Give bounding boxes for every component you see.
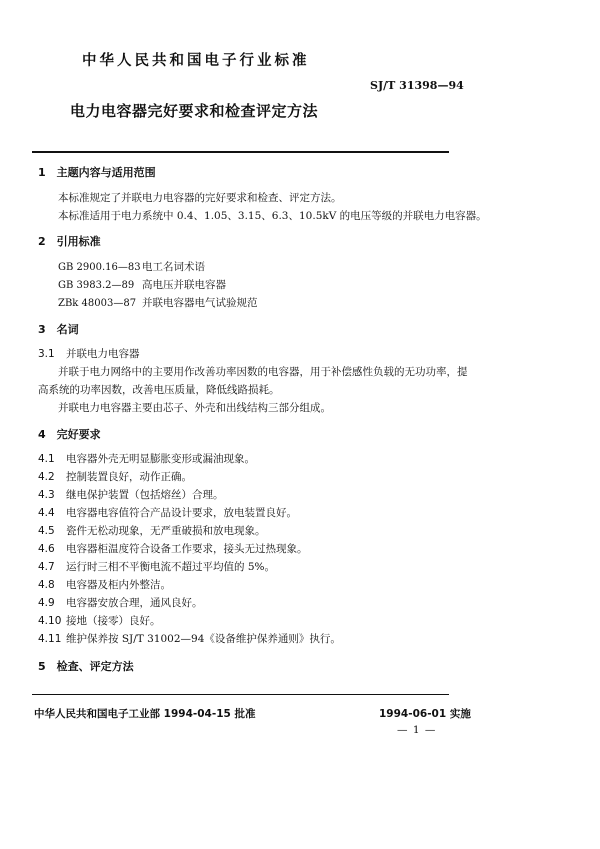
definition-text: 并联电力电容器主要由芯子、外壳和出线结构三部分组成。 — [58, 402, 331, 414]
requirement-text: 电容器安放合理，通风良好。 — [66, 597, 203, 609]
reference-code: GB 2900.16—83 — [58, 262, 141, 273]
requirement-item — [38, 631, 341, 646]
implementation-date: 1994-06-01 实施 — [379, 708, 471, 720]
requirement-item — [38, 577, 171, 592]
definition-number: 3.1 — [38, 348, 55, 360]
section-3-heading: 3 名词 — [38, 323, 79, 336]
requirement-text: 电容器及柜内外整洁。 — [66, 579, 171, 591]
bottom-rule — [32, 694, 449, 695]
requirement-text: 电容器外壳无明显膨胀变形或漏油现象。 — [66, 453, 255, 465]
requirement-text: 接地（接零）良好。 — [66, 615, 161, 627]
page-number: — 1 — — [397, 724, 437, 736]
requirement-text: 继电保护装置（包括熔丝）合理。 — [66, 489, 224, 501]
requirement-item — [38, 505, 297, 520]
requirement-number: 4.2 — [38, 471, 55, 483]
requirement-number: 4.5 — [38, 525, 55, 537]
requirement-number: 4.6 — [38, 543, 55, 555]
section-4-heading: 4 完好要求 — [38, 428, 101, 441]
requirement-text: 维护保养按 SJ/T 31002—94《设备维护保养通则》执行。 — [66, 633, 341, 645]
requirement-item — [38, 541, 308, 556]
reference-item — [58, 277, 226, 292]
requirement-item — [38, 451, 255, 466]
requirement-text: 瓷件无松动现象，无严重破损和放电现象。 — [66, 525, 266, 537]
requirement-item — [38, 469, 192, 484]
requirement-text: 电容器柜温度符合设备工作要求，接头无过热现象。 — [66, 543, 308, 555]
reference-title: 电工名词术语 — [142, 261, 205, 273]
requirement-number: 4.8 — [38, 579, 55, 591]
requirement-item — [38, 613, 161, 628]
approval-statement: 中华人民共和国电子工业部 1994-04-15 批准 — [34, 708, 256, 720]
standard-code: SJ/T 31398—94 — [370, 79, 464, 92]
document-title: 电力电容器完好要求和检查评定方法 — [70, 102, 319, 120]
requirement-number: 4.7 — [38, 561, 55, 573]
requirement-item — [38, 559, 275, 574]
requirement-number: 4.10 — [38, 615, 62, 627]
definition-text: 并联于电力网络中的主要用作改善功率因数的电容器，用于补偿感性负载的无功功率，提 — [58, 366, 468, 378]
reference-code: ZBk 48003—87 — [58, 298, 137, 309]
requirement-number: 4.3 — [38, 489, 55, 501]
definition-term: 并联电力电容器 — [66, 348, 140, 360]
requirement-number: 4.11 — [38, 633, 62, 645]
section-5-heading: 5 检查、评定方法 — [38, 660, 134, 673]
reference-title: 高电压并联电容器 — [142, 279, 226, 291]
reference-code: GB 3983.2—89 — [58, 280, 135, 291]
requirement-number: 4.4 — [38, 507, 55, 519]
requirement-item — [38, 487, 224, 502]
reference-item — [58, 295, 258, 310]
issuing-organization: 中华人民共和国电子行业标准 — [82, 53, 310, 69]
top-rule — [32, 151, 449, 153]
requirement-text: 运行时三相不平衡电流不超过平均值的 5%。 — [66, 561, 275, 573]
section-1-paragraph: 本标准适用于电力系统中 0.4、1.05、3.15、6.3、10.5kV 的电压等级的并联电力电容器。 — [58, 210, 487, 222]
requirement-text: 电容器电容值符合产品设计要求，放电装置良好。 — [66, 507, 297, 519]
requirement-text: 控制装置良好，动作正确。 — [66, 471, 192, 483]
definition-heading — [38, 346, 140, 361]
requirement-item — [38, 595, 203, 610]
section-2-heading: 2 引用标准 — [38, 235, 101, 248]
requirement-item — [38, 523, 266, 538]
section-1-heading: 1 主题内容与适用范围 — [38, 166, 156, 179]
section-1-paragraph: 本标准规定了并联电力电容器的完好要求和检查、评定方法。 — [58, 192, 342, 204]
reference-title: 并联电容器电气试验规范 — [142, 297, 258, 309]
requirement-number: 4.9 — [38, 597, 55, 609]
reference-item — [58, 259, 205, 274]
definition-text: 高系统的功率因数，改善电压质量，降低线路损耗。 — [38, 384, 280, 396]
requirement-number: 4.1 — [38, 453, 55, 465]
